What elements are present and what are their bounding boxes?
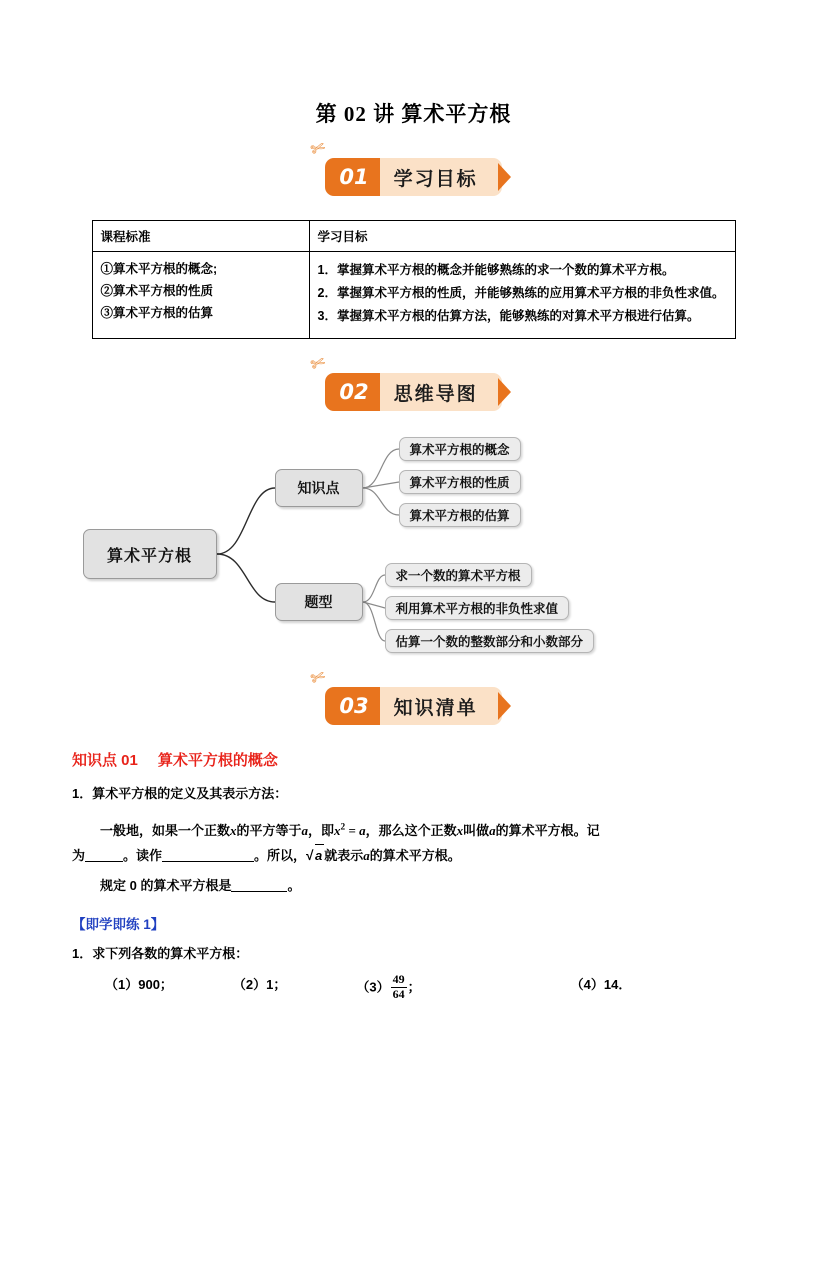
banner-arrow-icon [498, 163, 511, 191]
standard-item: ②算术平方根的性质 [100, 283, 214, 298]
section-label: 思维导图 [380, 373, 502, 411]
section-number: 01 [325, 158, 379, 196]
goal-item: 3．掌握算术平方根的估算方法，能够熟练的对算术平方根进行估算。 [317, 309, 700, 324]
scissors-icon: ✄ [308, 137, 329, 160]
definition-text: 的算术平方根。记 [495, 823, 600, 839]
knowledge-point-title: 算术平方根的概念 [157, 752, 278, 770]
scissors-icon: ✄ [308, 352, 329, 376]
mindmap-leaf: 利用算术平方根的非负性求值 [385, 596, 570, 620]
practice-item-1: （1）900； [105, 977, 173, 993]
table-header-row [92, 221, 735, 252]
objectives-table [92, 220, 736, 339]
mindmap-leaf: 算术平方根的概念 [399, 437, 521, 461]
section-label: 学习目标 [380, 158, 502, 196]
section-banner-02 [0, 352, 827, 411]
mindmap-leaf: 算术平方根的估算 [399, 503, 521, 527]
variable-a: a [363, 847, 370, 863]
fraction-numerator: 49 [392, 972, 405, 987]
fraction-denominator: 64 [392, 986, 405, 1001]
knowledge-point-label: 知识点 01 [72, 752, 138, 770]
banner-arrow-icon [498, 378, 511, 406]
variable-a: a [301, 823, 309, 839]
practice-item-3-label: （3） [356, 979, 390, 995]
section-banner-01 [0, 137, 827, 196]
column-header-goal: 学习目标 [309, 221, 735, 252]
fill-blank[interactable] [162, 848, 254, 862]
mindmap-leaf: 算术平方根的性质 [399, 470, 521, 494]
goals-cell [309, 252, 735, 339]
mindmap [69, 433, 759, 673]
mindmap-leaf: 估算一个数的整数部分和小数部分 [385, 629, 595, 653]
variable-a: a [489, 823, 496, 839]
mindmap-root-node: 算术平方根 [83, 529, 217, 579]
knowledge-point-heading [72, 749, 827, 770]
page-title: 第 02 讲 算术平方根 [315, 102, 512, 126]
zero-rule-text: 。 [287, 878, 301, 894]
variable-x: x [230, 823, 237, 839]
banner-arrow-icon [498, 692, 511, 720]
standard-item: ①算术平方根的概念; [100, 262, 218, 276]
practice-item-2: （2）1； [232, 977, 287, 993]
definition-paragraph [72, 819, 762, 844]
goal-item: 1．掌握算术平方根的概念并能够熟练的求一个数的算术平方根。 [317, 263, 675, 277]
section-number: 02 [325, 373, 379, 411]
mindmap-leaf: 求一个数的算术平方根 [385, 563, 532, 587]
document-page [0, 98, 827, 1267]
practice-item-3 [356, 974, 420, 1003]
equation-x-squared-equals-a: $x^2 = a$ [334, 822, 366, 839]
sqrt-a-symbol: √ a [306, 844, 324, 869]
definition-text: 叫做 [463, 823, 490, 839]
fraction-49-64 [391, 973, 407, 1002]
definition-text: ，即 [308, 823, 335, 839]
definition-text: 就表示 [324, 847, 364, 863]
mindmap-branch-knowledge: 知识点 [275, 469, 363, 507]
standard-item: ③算术平方根的估算 [100, 305, 214, 320]
practice-item-4: （4）14． [570, 977, 632, 993]
definition-text: 为 [72, 847, 86, 863]
practice-question: 1．求下列各数的算术平方根： [72, 946, 249, 962]
practice-item-3-suffix: ； [407, 979, 421, 995]
definition-paragraph-2 [72, 844, 762, 869]
mindmap-branch-question-types: 题型 [275, 583, 363, 621]
fill-blank[interactable] [231, 878, 287, 892]
definition-text: 的算术平方根。 [369, 847, 461, 863]
zero-rule-paragraph [72, 874, 762, 899]
practice-items [105, 974, 827, 1003]
definition-text: ，那么这个正数 [365, 823, 457, 839]
zero-rule-text: 规定 0 的算术平方根是 [100, 878, 232, 894]
practice-tag: 【即学即练 1】 [72, 917, 165, 933]
variable-x: x [456, 823, 464, 839]
section-banner-03 [0, 666, 827, 725]
section-number: 03 [325, 687, 379, 725]
goal-item: 2．掌握算术平方根的性质，并能够熟练的应用算术平方根的非负性求值。 [317, 286, 725, 301]
definition-text: 。所以， [254, 847, 307, 863]
standards-cell [92, 252, 309, 339]
column-header-standard: 课程标准 [92, 221, 309, 252]
table-row [92, 252, 735, 339]
definition-text: 的平方等于 [236, 823, 302, 839]
section-label: 知识清单 [380, 687, 502, 725]
definition-text: 一般地，如果一个正数 [100, 823, 231, 839]
definition-text: 。读作 [123, 847, 163, 863]
fill-blank[interactable] [85, 848, 123, 862]
definition-heading: 1．算术平方根的定义及其表示方法： [72, 786, 288, 802]
scissors-icon: ✄ [308, 666, 329, 690]
